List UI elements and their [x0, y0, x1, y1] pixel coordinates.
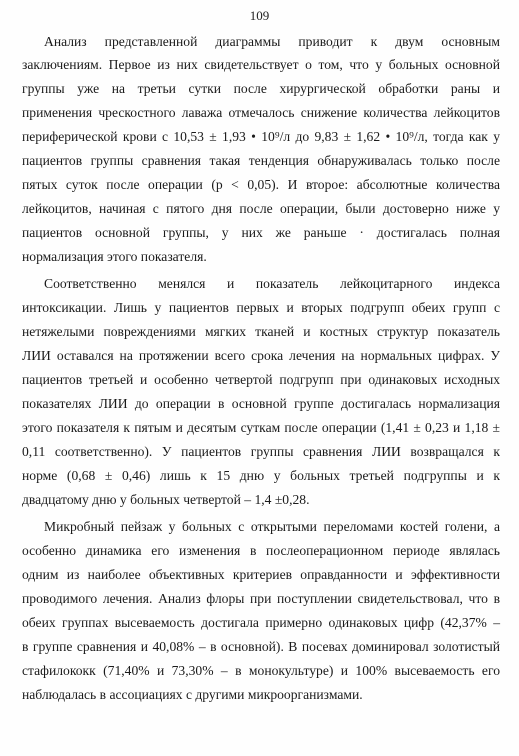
paragraph-1-line-6: пациентов группы сравнения такая тенденция обнаруживалась только после [22, 153, 500, 168]
paragraph-1-line-1: Анализ представленной диаграммы приводит к двум основным [44, 34, 500, 49]
paragraph-3-line-7: стафилококк (71,40% и 73,30% – в монокультуре) и 100% высеваемость его [22, 663, 500, 678]
paragraph-1-line-10: нормализация этого показателя. [22, 249, 207, 264]
paragraph-1-line-7: пятых суток после операции (р < 0,05). И второе: абсолютные количества [22, 177, 500, 192]
paragraph-2-line-9: норме (0,68 ± 0,46) лишь к 15 дню у больных третьей подгруппы и к [22, 468, 500, 483]
paragraph-2-line-7: этого показателя к пятым и десятым суткам после операции (1,41 ± 0,23 и 1,18 ± [22, 420, 500, 435]
paragraph-3-line-6: в группе сравнения и 40,08% – в основной). В посевах доминировал золотистый [22, 639, 500, 654]
paragraph-3-line-8: наблюдалась в ассоциациях с другими микроорганизмами. [22, 687, 363, 702]
paragraph-1-line-8: лейкоцитов, начиная с пятого дня после операции, были достоверно ниже у [22, 201, 500, 216]
paragraph-2-line-8: 0,11 соответственно). У пациентов группы сравнения ЛИИ возвращался к [22, 444, 500, 459]
paragraph-2-line-10: двадцатому дню у больных четвертой – 1,4 ±0,28. [22, 492, 310, 507]
paragraph-3-line-1: Микробный пейзаж у больных с открытыми переломами костей голени, а [44, 519, 500, 534]
paragraph-2-line-1: Соответственно менялся и показатель лейкоцитарного индекса [44, 276, 500, 291]
paragraph-1-line-4: применения чрескостного лаважа отмечалось снижение количества лейкоцитов [22, 105, 500, 120]
paragraph-2-line-2: интоксикации. Лишь у пациентов первых и вторых подгрупп обеих групп с [22, 300, 500, 315]
paragraph-2-line-5: пациентов третьей и особенно четвертой подгрупп при одинаковых исходных [22, 372, 500, 387]
paragraph-2-line-4: ЛИИ оставался на протяжении всего срока лечения на нормальных цифрах. У [22, 348, 500, 363]
paragraph-3-line-2: особенно динамика его изменения в послеоперационном периоде являлась [22, 543, 500, 558]
paragraph-1-line-2: заключениям. Первое из них свидетельствует о том, что у больных основной [22, 57, 500, 72]
paragraph-3-line-5: обеих группах высеваемость достигала примерно одинаковых цифр (42,37% – [22, 615, 500, 630]
paragraph-2-line-3: нетяжелыми повреждениями мягких тканей и костных структур показатель [22, 324, 500, 339]
page-number: 109 [249, 8, 270, 23]
paragraph-1-line-9: пациентов основной группы, у них же раньше · достигалась полная [22, 225, 500, 240]
paragraph-2-line-6: показателях ЛИИ до операции в основной группе достигалась нормализация [22, 396, 500, 411]
paragraph-1-line-3: группы уже на третьи сутки после хирургической обработки раны и [22, 81, 500, 96]
paragraph-3-line-3: одним из наиболее объективных критериев оправданности и эффективности [22, 567, 500, 582]
paragraph-3-line-4: проводимого лечения. Анализ флоры при поступлении свидетельствовал, что в [22, 591, 500, 606]
paragraph-1-line-5: периферической крови с 10,53 ± 1,93 • 10⁹/л до 9,83 ± 1,62 • 10⁹/л, тогда как у [22, 129, 500, 144]
